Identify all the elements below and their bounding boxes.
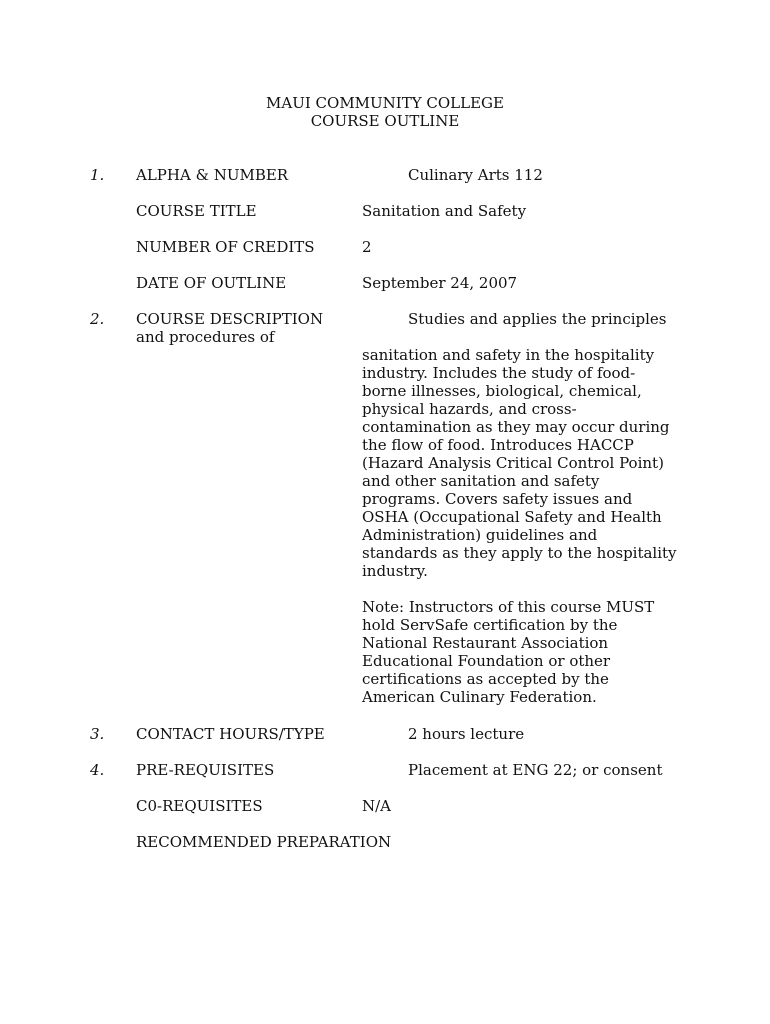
instructor-note: Note: Instructors of this course MUST hold ServSafe certification by the National Restaurant Association Educational Foundation or other certifications as accepted by the American Culinary Federation. xyxy=(362,598,655,706)
corequisites-label: C0-REQUISITES xyxy=(136,797,263,815)
date-label: DATE OF OUTLINE xyxy=(136,274,287,292)
prerequisites-value: Placement at ENG 22; or consent xyxy=(408,761,663,779)
section-3-number: 3. xyxy=(90,725,105,743)
college-name: MAUI COMMUNITY COLLEGE xyxy=(266,94,504,112)
course-description-first-line: Studies and applies the principles xyxy=(408,310,667,328)
prerequisites-label: PRE-REQUISITES xyxy=(136,761,275,779)
credits-value: 2 xyxy=(362,238,372,256)
section-2-number: 2. xyxy=(90,310,105,328)
alpha-number-label: ALPHA & NUMBER xyxy=(136,166,289,184)
document-title: COURSE OUTLINE xyxy=(310,112,460,130)
section-1-number: 1. xyxy=(90,166,105,184)
course-title-label: COURSE TITLE xyxy=(136,202,257,220)
contact-hours-label: CONTACT HOURS/TYPE xyxy=(136,725,325,743)
date-value: September 24, 2007 xyxy=(362,274,518,292)
credits-label: NUMBER OF CREDITS xyxy=(136,238,315,256)
course-title-value: Sanitation and Safety xyxy=(362,202,527,220)
section-4-number: 4. xyxy=(90,761,105,779)
alpha-number-value: Culinary Arts 112 xyxy=(408,166,543,184)
course-description-text: sanitation and safety in the hospitality industry. Includes the study of food- borne illnesses, biological, chemical, physical hazards, and cross- contamination as they may occur during the flow of food. Introduces HACCP (Hazard Analysis Critical Control Point) and other sanitation and safety programs. Covers safety issues and OSHA (Occupational Safety and Health Administration) guidelines and standards as they apply to the hospitality industry. xyxy=(362,346,677,580)
course-description-label-cont: and procedures of xyxy=(136,328,275,346)
contact-hours-value: 2 hours lecture xyxy=(408,725,525,743)
course-description-label: COURSE DESCRIPTION xyxy=(136,310,324,328)
corequisites-value: N/A xyxy=(362,797,392,815)
recommended-preparation-label: RECOMMENDED PREPARATION xyxy=(136,833,392,851)
